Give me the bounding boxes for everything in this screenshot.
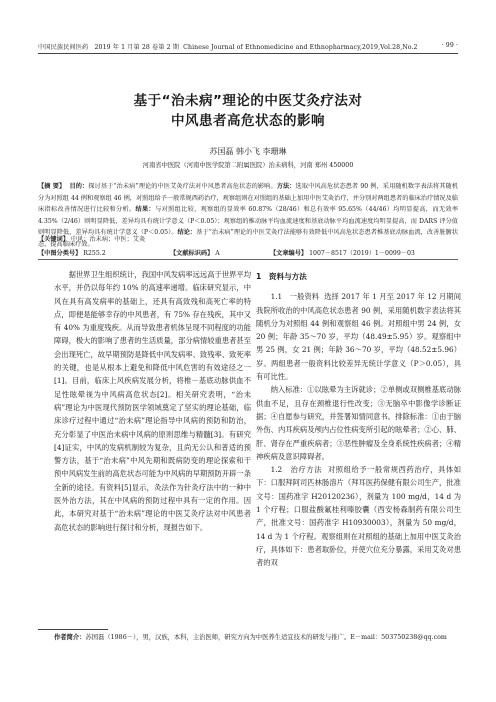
document-code <box>170 248 220 257</box>
clc-number <box>38 248 106 257</box>
volume-info: 2019 年 1 月第 28 卷第 2 期 <box>94 44 180 51</box>
inclusion-criteria-paragraph: 纳入标准：①以眩晕为主诉就诊；②单侧或双侧椎基底动脉供血不足，且存在颈椎退行性改变；③无脑卒中影像学诊断证据；④自愿参与研究，并签署知情同意书。排除标准：①由于脑外伤、内耳疾病及颅内占位性病变所引起的眩晕者；②心、肺、肝、肾存在严重疾病者；③恶性肿瘤及全身系统性疾病者；④精神疾病及意识障碍者。 <box>256 385 461 461</box>
result-label: 结果： <box>135 206 156 214</box>
objective-text: 探讨基于“治未病”理论的中医艾灸疗法对中风患者高危状态的影响。 <box>88 183 277 190</box>
journal-name-en: Chinese Journal of Ethnomedicine and Ethnopharmacy,2019,Vol.28,No.2 <box>183 44 418 51</box>
footnote-label: 作者简介： <box>54 634 86 641</box>
title-line-1: 基于“治未病”理论的中医艾灸疗法对 <box>133 93 363 109</box>
journal-name-cn: 中国民族民间医药 <box>38 44 89 51</box>
doc-label: 【文献标识码】 <box>170 250 214 257</box>
clc-value: R255.2 <box>83 250 106 257</box>
keywords-label: 【关键词】 <box>38 236 69 243</box>
section-heading: 1 资料与方法 <box>256 272 307 281</box>
treatment-text: 对照组给予一般常规西药治疗，具体如下：口服拜阿司匹林肠溶片（拜耳医药保健有限公司生产，批准文号：国药准字 H20120236），剂量为 100 mg/d，14 d 为 1 个疗程；口服盐酸氟桂利嗪胶囊（西安杨森制药有限公司生产，批准文号：国药准字 H10930003），剂量为 50 mg/d，14 d 为 1 个疗程。观察组则在对照组的基础上加用中医艾灸治疗，具体如下：患者取卧位，并使穴位充分暴露，采用艾灸对患者的双 <box>256 465 462 568</box>
title-line-2: 中风患者高危状态的影响 <box>171 113 325 129</box>
intro-paragraph: 据世界卫生组织统计，我国中风发病率远远高于世界平均水平，并仍以每年约 10% 的高速率递增。临床研究显示，中风在具有高发病率的基础上，还具有高致残和高死亡率的特点，即便是能够幸存的中风患者，有 75% 存在残疾，其中又有 40% 为重度残疾。从而导致患者机体呈现不同程度的功能障碍，极大的影响了患者的生活质量，部分病情较重患者甚至会出现死亡，故早期预防是降低中风发病率、致残率、致死率的关键，也是从根本上避免和降低中风危害的有效途径之一[1]。目前，临床上风疾病发展分析，将椎－基底动脉供血不足性眩晕视为中风病高危状态[2]。相关研究表明，“治未病”理论为中医现代预防医学领域奠定了坚实的理论基础，临床诊疗过程中通过“治未病”理论指导中风病的预防和防治，充分彰显了中医治未病中风病的原则思维与精髓[3]。有研究[4]证实，中风的发病机制较为复杂，且尚无公认和普适的预警方法，基于“治未病”中风先期和既病防变的理论探索和干预中风病发生前的高危状态可能为中风病的早期预防开辟一条全新的途径。有资料[5]显示，灸法作为针灸疗法中的一种中医外治方法，其在中风病的预防过程中具有一定的作用。因此，本研究对基于“治未病”理论的中医艾灸疗法对中风患者高危状态的影响进行探讨和分析，现报告如下。 <box>54 270 252 532</box>
general-data-paragraph <box>256 290 461 383</box>
affiliation: 河南省中医院（河南中医学院第二附属医院）治未病科，河南 郑州 450000 <box>142 162 354 169</box>
doc-value: A <box>215 250 220 257</box>
method-label: 方法： <box>276 183 296 190</box>
header-rule <box>38 53 458 54</box>
running-head <box>38 42 458 51</box>
author-footnote <box>54 632 458 643</box>
article-id-label: 【文章编号】 <box>270 250 308 257</box>
body-column-right <box>256 268 461 570</box>
author-list: 苏国磊 韩小飞 李珊琳 <box>209 147 287 156</box>
article-id-value: 1007－8517（2019）1－0099－03 <box>309 250 415 257</box>
clc-label: 【中图分类号】 <box>38 250 82 257</box>
abstract-rule <box>38 259 458 260</box>
footnote-rule <box>38 629 108 630</box>
subsection-1-2-heading: 1.2 治疗方法 <box>270 465 323 475</box>
result-text: 与对照组比较，观察组的显效率 60.87%（28/46）和总有效率 95.65%（44/46）均明显提高，而无效率 4.35%（2/46）则明显降低，差异均具有统计学意义（P＜0.05）；观察组的椎动脉平均血流速度和基底动脉平均血流速度均明显提高，而 DARS 评分值则明显降低，差异均具有统计学意义（P＜0.05）。 <box>38 206 459 237</box>
body-column-left <box>54 268 251 534</box>
abstract-label: 【摘 要】 <box>38 183 66 190</box>
page-number: · 99 · <box>441 42 458 49</box>
keywords-text: 中风；治未病；中医；艾灸 <box>70 236 146 243</box>
conclusion-text: 基于“治未病”理论的中医艾灸疗法能够有效降低中风高危状态患者椎基底动脉血流，改善脏腑状态，提高临床疗效。 <box>38 229 459 248</box>
objective-label: 目的： <box>69 183 89 190</box>
footnote-text: 苏国磊（1986－），男，汉族，本科，主治医师，研究方向为中医养生适宜技术的研发与推广。E－mail：503750238@qq.com <box>85 634 447 641</box>
method-text: 选取中风高危状态患者 90 例，采用随机数字表法将其随机分为对照组 44 例和观察组 46 例，对照组给予一般常规西药治疗，观察组则在对照组的基础上加用中医艾灸治疗，并分别对两组患者的临床治疗情况及临床指标改善情况进行比较和分析。 <box>38 183 459 214</box>
article-title <box>40 91 456 131</box>
subsection-1-1-heading: 1.1 一般资料 <box>270 292 320 302</box>
conclusion-label: 结论： <box>177 229 197 237</box>
article-number <box>270 248 415 257</box>
general-data-text: 选择 2017 年 1 月至 2017 年 12 月期间我院所收治的中风高危状态患者 90 例，采用随机数字表法将其随机分为对照组 44 例和观察组 46 例。对照组中男 24 例，女 20 例；年龄 35～70 岁，平均（48.49±5.95）岁。观察组中男 25 例，女 21 例；年龄 36～70 岁，平均（48.52±5.96）岁。两组患者一般资料比较差异无统计学意义（P＞0.05），具有可比性。 <box>256 292 462 382</box>
treatment-paragraph <box>256 463 461 569</box>
keywords <box>38 234 145 243</box>
